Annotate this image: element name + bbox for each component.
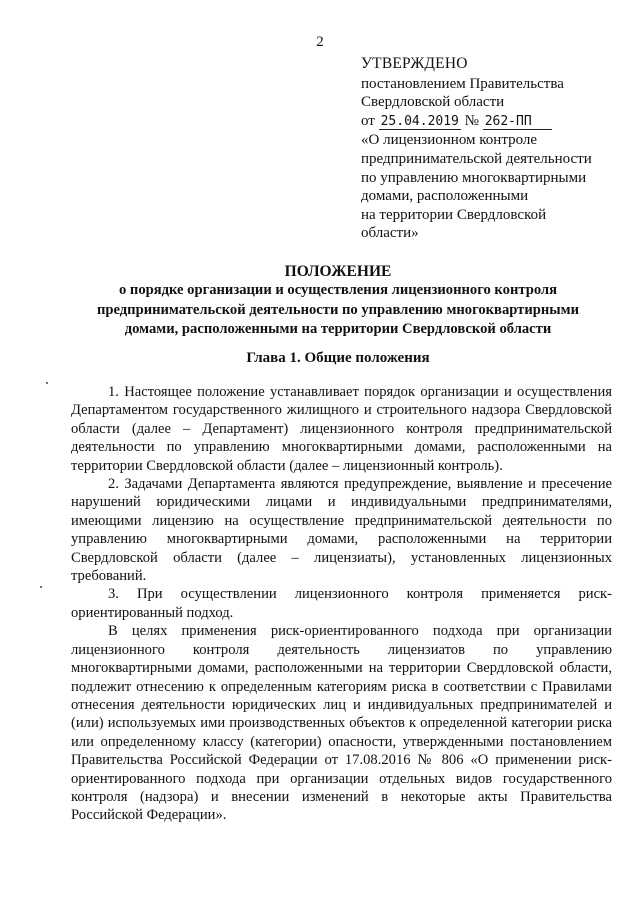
approval-line: предпринимательской деятельности (361, 150, 592, 167)
approval-line: домами, расположенными (361, 188, 529, 205)
title-line: домами, расположенными на территории Свердловской области (124, 321, 552, 338)
approval-date: 25.04.2019 (380, 113, 459, 129)
approval-line: области» (361, 225, 419, 242)
approval-line: на территории Свердловской (361, 206, 547, 223)
document-title (60, 262, 616, 340)
approval-line: «О лицензионном контроле (361, 132, 538, 149)
approval-number: 262-ПП (483, 114, 552, 130)
scan-speck (46, 382, 48, 384)
paragraph-1: 1. Настоящее положение устанавливает порядок организации и осуществления Департаментом государственного жилищного и строительного надзора Свердловской области (далее – Департамент) лицензионного контроля предпринимательской деятельности по управлению многоквартирными домами, расположенными на территории Свердловской области (далее – лицензионный контроль). (71, 384, 612, 474)
document-body (71, 383, 612, 825)
paragraph-3: 3. При осуществлении лицензионного контроля применяется риск-ориентированный подход. (71, 586, 612, 621)
approval-line: по управлению многоквартирными (361, 169, 587, 186)
page-number: 2 (316, 34, 324, 50)
approval-line: постановлением Правительства (361, 75, 564, 92)
date-prefix: от (361, 112, 375, 129)
approval-stamp (361, 55, 631, 243)
paragraph-4: В целях применения риск-ориентированного подхода при организации лицензионного контроля деятельность лицензиатов по управлению многоквартирными домами, расположенными на территории Свердловской области, подлежит отнесению к определенным категориям риска в соответствии с Правилами отнесения деятельности юридических лиц и индивидуальных предпринимателей и (или) используемых ими производственных объектов к определенной категории риска или определенному классу (категории) опасности, утвержденными постановлением Правительства Российской Федерации от 17.08.2016 № 806 «О применении риск-ориентированного подхода при организации отдельных видов государственного контроля (надзора) и внесении изменений в некоторые акты Правительства Российской Федерации». (71, 623, 612, 824)
paragraph-2: 2. Задачами Департамента являются предупреждение, выявление и пресечение нарушений юридическими лицами и индивидуальными предпринимателями, имеющими лицензию на осуществление предпринимательской деятельности по управлению многоквартирными домами, расположенными на территории Свердловской области (далее – лицензиаты), установленных лицензионных требований. (71, 476, 612, 585)
approval-heading: УТВЕРЖДЕНО (361, 55, 468, 72)
number-prefix: № (464, 112, 479, 129)
approval-line: Свердловской области (361, 94, 505, 111)
approval-date-line (361, 112, 631, 132)
title-heading: ПОЛОЖЕНИЕ (284, 263, 392, 280)
chapter-heading: Глава 1. Общие положения (246, 350, 430, 366)
scan-speck (40, 586, 42, 588)
title-line: о порядке организации и осуществления лицензионного контроля (118, 282, 558, 299)
title-line: предпринимательской деятельности по управлению многоквартирными (96, 301, 580, 318)
